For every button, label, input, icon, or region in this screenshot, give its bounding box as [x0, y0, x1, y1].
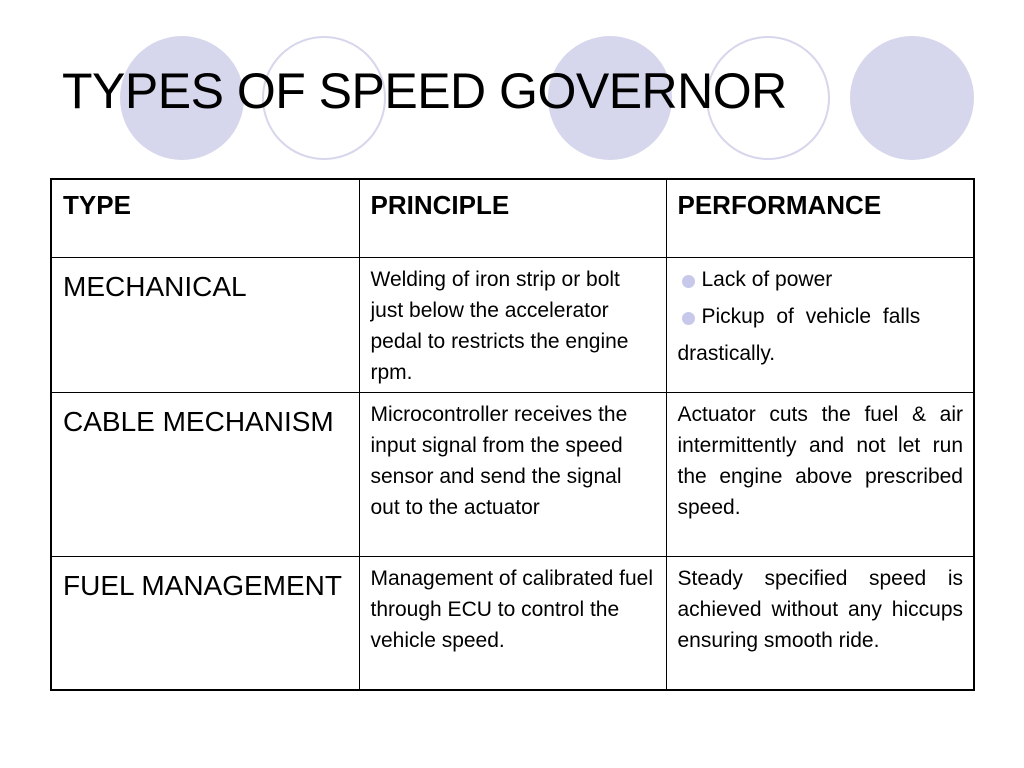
type-cell: MECHANICAL — [51, 257, 359, 392]
performance-bullets — [678, 264, 964, 332]
bullet-continuation: drastically. — [677, 341, 776, 365]
bullet-dot-icon — [682, 275, 695, 288]
header-performance: PERFORMANCE — [666, 179, 974, 257]
header-type: TYPE — [51, 179, 359, 257]
performance-cell — [666, 257, 974, 392]
type-cell: CABLE MECHANISM — [51, 392, 359, 556]
table-row — [51, 257, 974, 392]
bullet-item — [678, 264, 964, 295]
table-row — [51, 392, 974, 556]
principle-cell: Microcontroller receives the input signal from the speed sensor and send the signal out to the actuator — [359, 392, 666, 556]
header-principle: PRINCIPLE — [359, 179, 666, 257]
slide-title: TYPES OF SPEED GOVERNOR — [62, 63, 787, 119]
governor-types-table — [50, 178, 975, 691]
bullet-dot-icon — [682, 312, 695, 325]
principle-cell: Welding of iron strip or bolt just below the accelerator pedal to restricts the engine rpm. — [359, 257, 666, 392]
decorative-circle — [850, 36, 974, 160]
bullet-text: Lack of power — [701, 267, 833, 291]
bullet-item — [678, 301, 964, 332]
performance-cell: Steady specified speed is achieved without any hiccups ensuring smooth ride. — [666, 556, 974, 690]
bullet-text: Pickup of vehicle falls — [701, 304, 921, 328]
type-cell: FUEL MANAGEMENT — [51, 556, 359, 690]
table-row — [51, 556, 974, 690]
principle-cell: Management of calibrated fuel through ECU to control the vehicle speed. — [359, 556, 666, 690]
performance-cell: Actuator cuts the fuel & air intermittently and not let run the engine above prescribed speed. — [666, 392, 974, 556]
table-header-row — [51, 179, 974, 257]
